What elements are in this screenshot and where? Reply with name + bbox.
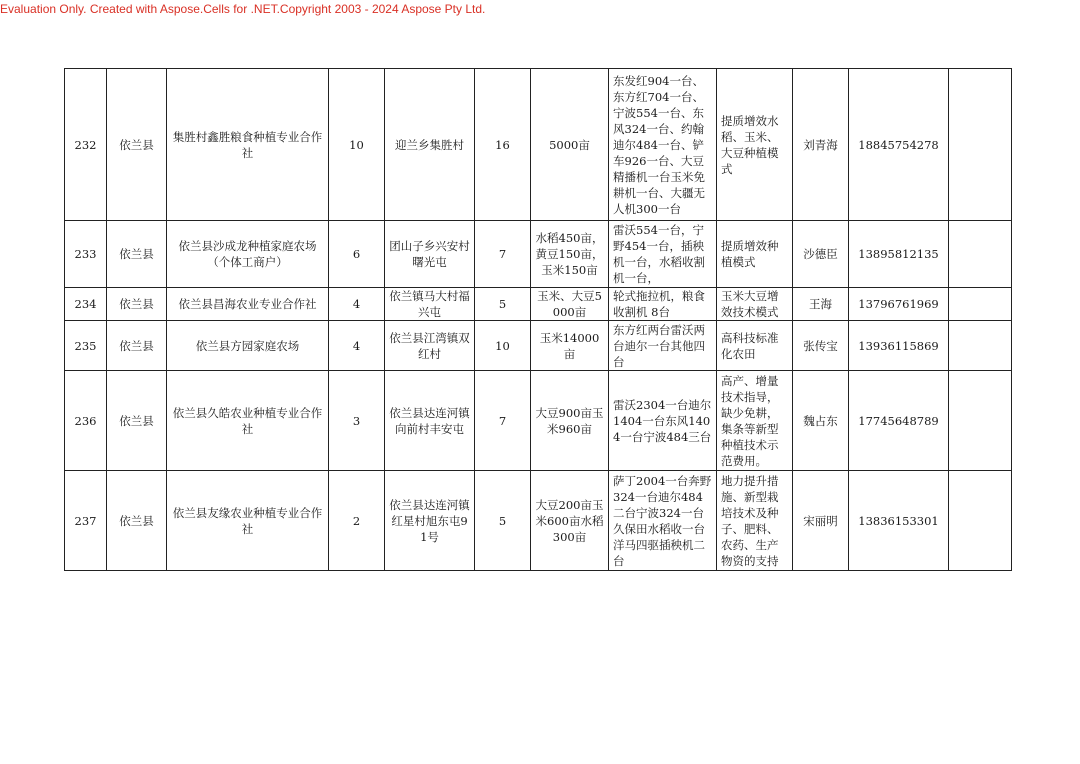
- member-count-cell: 10: [329, 69, 385, 221]
- org-name-cell: 依兰县方园家庭农场: [167, 321, 329, 371]
- planting-area-cell: 大豆200亩玉米600亩水稻300亩: [531, 471, 609, 571]
- number-cell: 5: [475, 288, 531, 321]
- org-name-cell: 依兰县沙成龙种植家庭农场（个体工商户）: [167, 221, 329, 288]
- member-count-cell: 6: [329, 221, 385, 288]
- planting-mode-cell: 提质增效种植模式: [717, 221, 793, 288]
- note-cell: [949, 371, 1012, 471]
- contact-name-cell: 张传宝: [793, 321, 849, 371]
- address-cell: 依兰县达连河镇红星村旭东屯91号: [385, 471, 475, 571]
- table-row: [65, 471, 1012, 571]
- org-name-cell: 集胜村鑫胜粮食种植专业合作社: [167, 69, 329, 221]
- number-cell: 10: [475, 321, 531, 371]
- contact-name-cell: 魏占东: [793, 371, 849, 471]
- planting-mode-cell: 提质增效水稻、玉米、大豆种植模式: [717, 69, 793, 221]
- address-cell: 团山子乡兴安村曙光屯: [385, 221, 475, 288]
- evaluation-watermark: Evaluation Only. Created with Aspose.Cells for .NET.Copyright 2003 - 2024 Aspose Pty Ltd.: [0, 2, 486, 16]
- machinery-cell: 轮式拖拉机，粮食收割机 8台: [609, 288, 717, 321]
- row-number: 234: [65, 288, 107, 321]
- member-count-cell: 3: [329, 371, 385, 471]
- spreadsheet-table: [64, 68, 1012, 571]
- machinery-cell: 萨丁2004一台奔野324一台迪尔484二台宁波324一台久保田水稻收一台洋马四驱插秧机二台: [609, 471, 717, 571]
- number-cell: 5: [475, 471, 531, 571]
- planting-mode-cell: 高产、增量技术指导，缺少免耕，集条等新型种植技术示范费用。: [717, 371, 793, 471]
- machinery-cell: 雷沃554一台，宁野454一台，插秧机一台，水稻收割机一台，: [609, 221, 717, 288]
- row-number: 235: [65, 321, 107, 371]
- table-row: [65, 221, 1012, 288]
- number-cell: 16: [475, 69, 531, 221]
- note-cell: [949, 288, 1012, 321]
- phone-cell: 18845754278: [849, 69, 949, 221]
- county-cell: 依兰县: [107, 69, 167, 221]
- phone-cell: 13895812135: [849, 221, 949, 288]
- machinery-cell: 东方红两台雷沃两台迪尔一台其他四台: [609, 321, 717, 371]
- row-number: 232: [65, 69, 107, 221]
- county-cell: 依兰县: [107, 321, 167, 371]
- machinery-cell: 东发红904一台、东方红704一台、宁波554一台、东风324一台、约翰迪尔484一台、铲车926一台、大豆精播机一台玉米免耕机一台、大疆无人机300一台: [609, 69, 717, 221]
- member-count-cell: 2: [329, 471, 385, 571]
- planting-area-cell: 玉米14000亩: [531, 321, 609, 371]
- phone-cell: 17745648789: [849, 371, 949, 471]
- county-cell: 依兰县: [107, 221, 167, 288]
- note-cell: [949, 321, 1012, 371]
- planting-area-cell: 玉米、大豆5000亩: [531, 288, 609, 321]
- number-cell: 7: [475, 221, 531, 288]
- row-number: 233: [65, 221, 107, 288]
- county-cell: 依兰县: [107, 471, 167, 571]
- phone-cell: 13836153301: [849, 471, 949, 571]
- county-cell: 依兰县: [107, 371, 167, 471]
- planting-area-cell: 5000亩: [531, 69, 609, 221]
- row-number: 236: [65, 371, 107, 471]
- machinery-cell: 雷沃2304一台迪尔1404一台东风1404一台宁波484三台: [609, 371, 717, 471]
- org-name-cell: 依兰县昌海农业专业合作社: [167, 288, 329, 321]
- member-count-cell: 4: [329, 288, 385, 321]
- number-cell: 7: [475, 371, 531, 471]
- planting-mode-cell: 玉米大豆增效技术模式: [717, 288, 793, 321]
- table-row: [65, 288, 1012, 321]
- table-row: [65, 69, 1012, 221]
- contact-name-cell: 宋丽明: [793, 471, 849, 571]
- planting-mode-cell: 高科技标准化农田: [717, 321, 793, 371]
- contact-name-cell: 刘青海: [793, 69, 849, 221]
- address-cell: 依兰县达连河镇向前村丰安屯: [385, 371, 475, 471]
- member-count-cell: 4: [329, 321, 385, 371]
- table-row: [65, 321, 1012, 371]
- table-row: [65, 371, 1012, 471]
- note-cell: [949, 471, 1012, 571]
- org-name-cell: 依兰县友缘农业种植专业合作社: [167, 471, 329, 571]
- contact-name-cell: 沙德臣: [793, 221, 849, 288]
- planting-mode-cell: 地力提升措施、新型栽培技术及种子、肥料、农药、生产物资的支持: [717, 471, 793, 571]
- planting-area-cell: 大豆900亩玉米960亩: [531, 371, 609, 471]
- address-cell: 依兰县江湾镇双红村: [385, 321, 475, 371]
- row-number: 237: [65, 471, 107, 571]
- phone-cell: 13796761969: [849, 288, 949, 321]
- address-cell: 依兰镇马大村福兴屯: [385, 288, 475, 321]
- note-cell: [949, 69, 1012, 221]
- county-cell: 依兰县: [107, 288, 167, 321]
- org-name-cell: 依兰县久皓农业种植专业合作社: [167, 371, 329, 471]
- phone-cell: 13936115869: [849, 321, 949, 371]
- note-cell: [949, 221, 1012, 288]
- planting-area-cell: 水稻450亩，黄豆150亩，玉米150亩: [531, 221, 609, 288]
- contact-name-cell: 王海: [793, 288, 849, 321]
- address-cell: 迎兰乡集胜村: [385, 69, 475, 221]
